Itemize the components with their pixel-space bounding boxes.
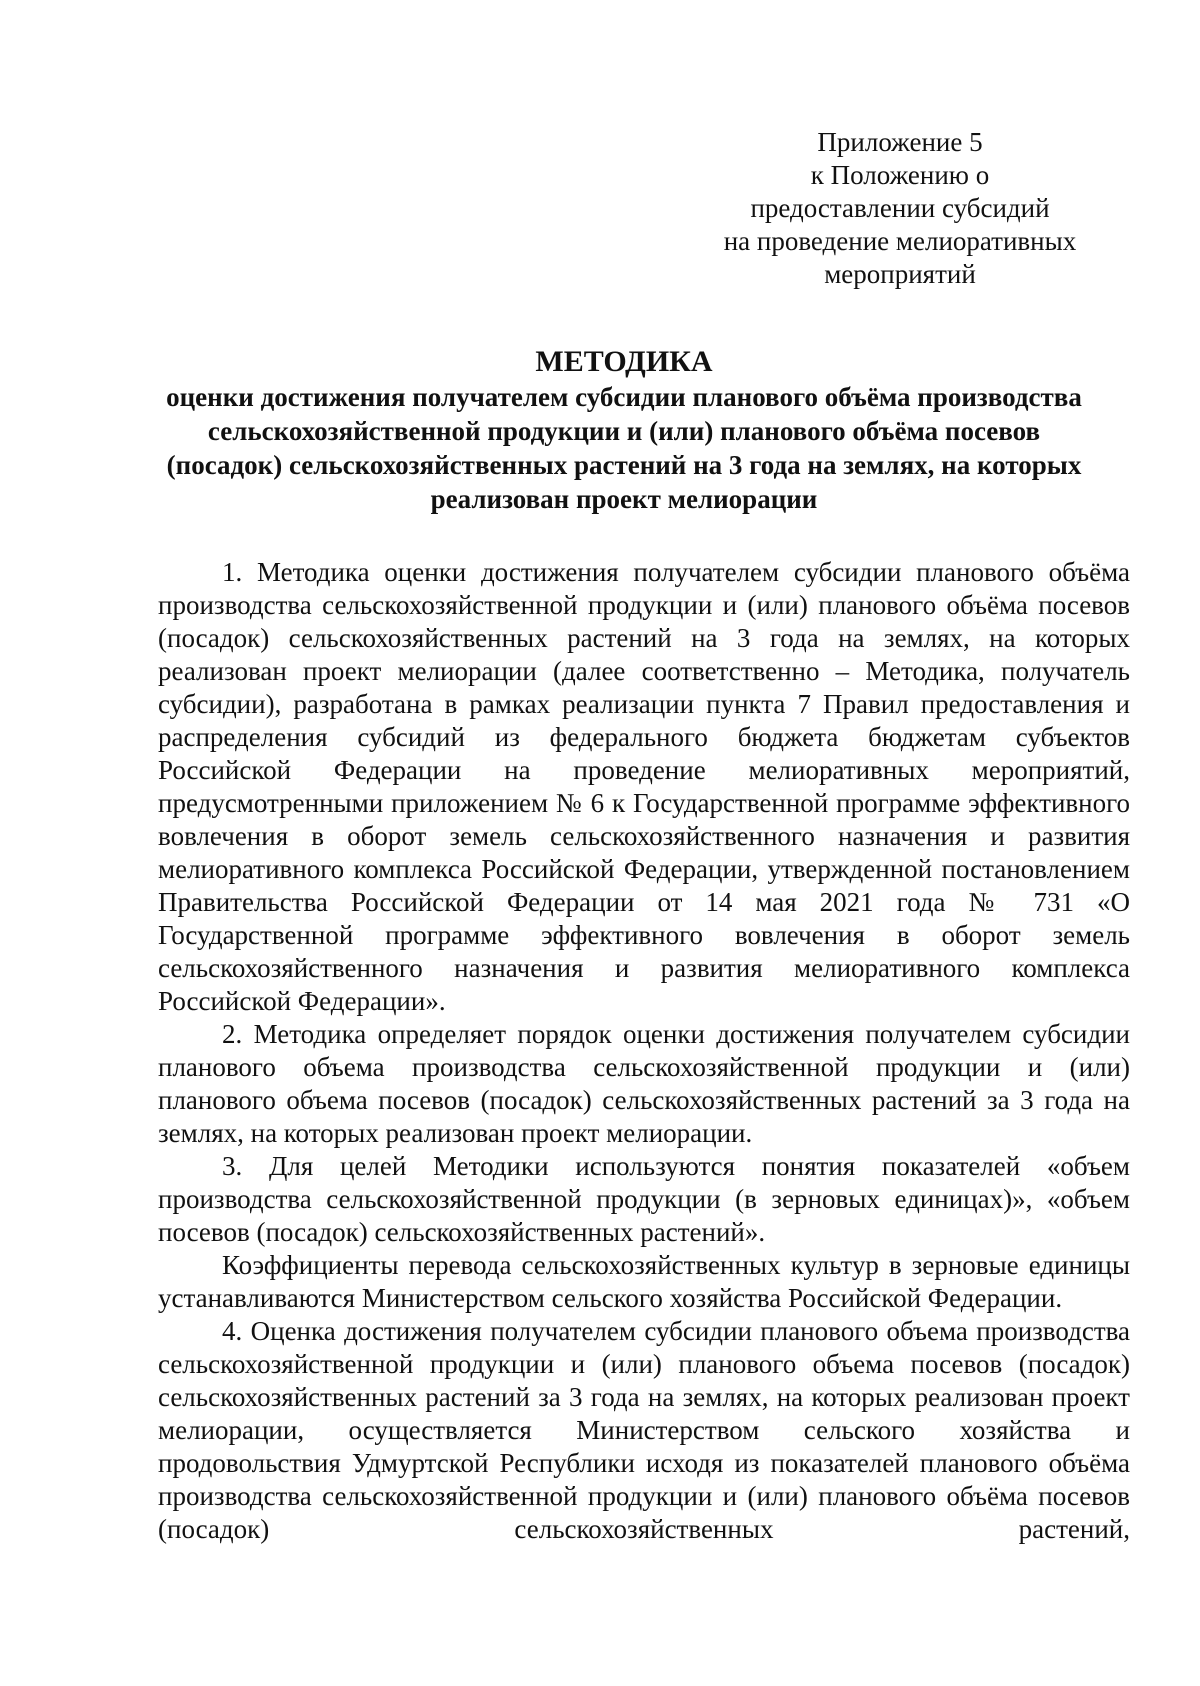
paragraph-2: 2. Методика определяет порядок оценки достижения получателем субсидии планового объема производства сельскохозяйственной продукции и (или) планового объема посевов (посадок) сельскохозяйственных растений за 3 года на землях, на которых реализован проект мелиорации. <box>158 1019 1130 1148</box>
paragraph-3-coefficients: Коэффициенты перевода сельскохозяйственных культур в зерновые единицы устанавливаются Министерством сельского хозяйства Российской Федерации. <box>158 1250 1130 1313</box>
appendix-line: на проведение мелиоративных <box>723 226 1077 256</box>
document-title <box>158 344 1090 516</box>
paragraph-1: 1. Методика оценки достижения получателем субсидии планового объёма производства сельскохозяйственной продукции и (или) планового объёма посевов (посадок) сельскохозяйственных растений на 3 года на землях, на которых реализован проект мелиорации (далее соответственно – Методика, получатель субсидии), разработана в рамках реализации пункта 7 Правил предоставления и распределения субсидий из федерального бюджета бюджетам субъектов Российской Федерации на проведение мелиоративных мероприятий, предусмотренными приложением № 6 к Государственной программе эффективного вовлечения в оборот земель сельскохозяйственного назначения и развития мелиоративного комплекса Российской Федерации, утвержденной постановлением Правительства Российской Федерации от 14 мая 2021 года № 731 «О Государственной программе эффективного вовлечения в оборот земель сельскохозяйственного назначения и развития мелиоративного комплекса Российской Федерации». <box>158 557 1130 1016</box>
appendix-line: мероприятий <box>824 259 976 289</box>
appendix-line: к Положению о <box>810 160 990 190</box>
appendix-line: предоставлении субсидий <box>750 193 1050 223</box>
document-title-main: МЕТОДИКА <box>535 345 713 378</box>
document-title-subtitle: оценки достижения получателем субсидии планового объёма производства сельскохозяйственной продукции и (или) планового объёма посевов (посадок) сельскохозяйственных растений на 3 года на землях, на которых реализован проект мелиорации <box>166 382 1082 514</box>
paragraph-3: 3. Для целей Методики используются понятия показателей «объем производства сельскохозяйственной продукции (в зерновых единицах)», «объем посевов (посадок) сельскохозяйственных растений». <box>158 1151 1130 1247</box>
paragraph-4: 4. Оценка достижения получателем субсидии планового объема производства сельскохозяйственной продукции и (или) планового объема посевов (посадок) сельскохозяйственных растений за 3 года на землях, на которых реализован проект мелиорации, осуществляется Министерством сельского хозяйства и продовольствия Удмуртской Республики исходя из показателей планового объёма производства сельскохозяйственной продукции и (или) планового объёма посевов (посадок) сельскохозяйственных растений, <box>158 1316 1130 1544</box>
appendix-line: Приложение 5 <box>817 127 983 157</box>
appendix-reference <box>700 126 1100 291</box>
document-body <box>158 556 1130 1546</box>
